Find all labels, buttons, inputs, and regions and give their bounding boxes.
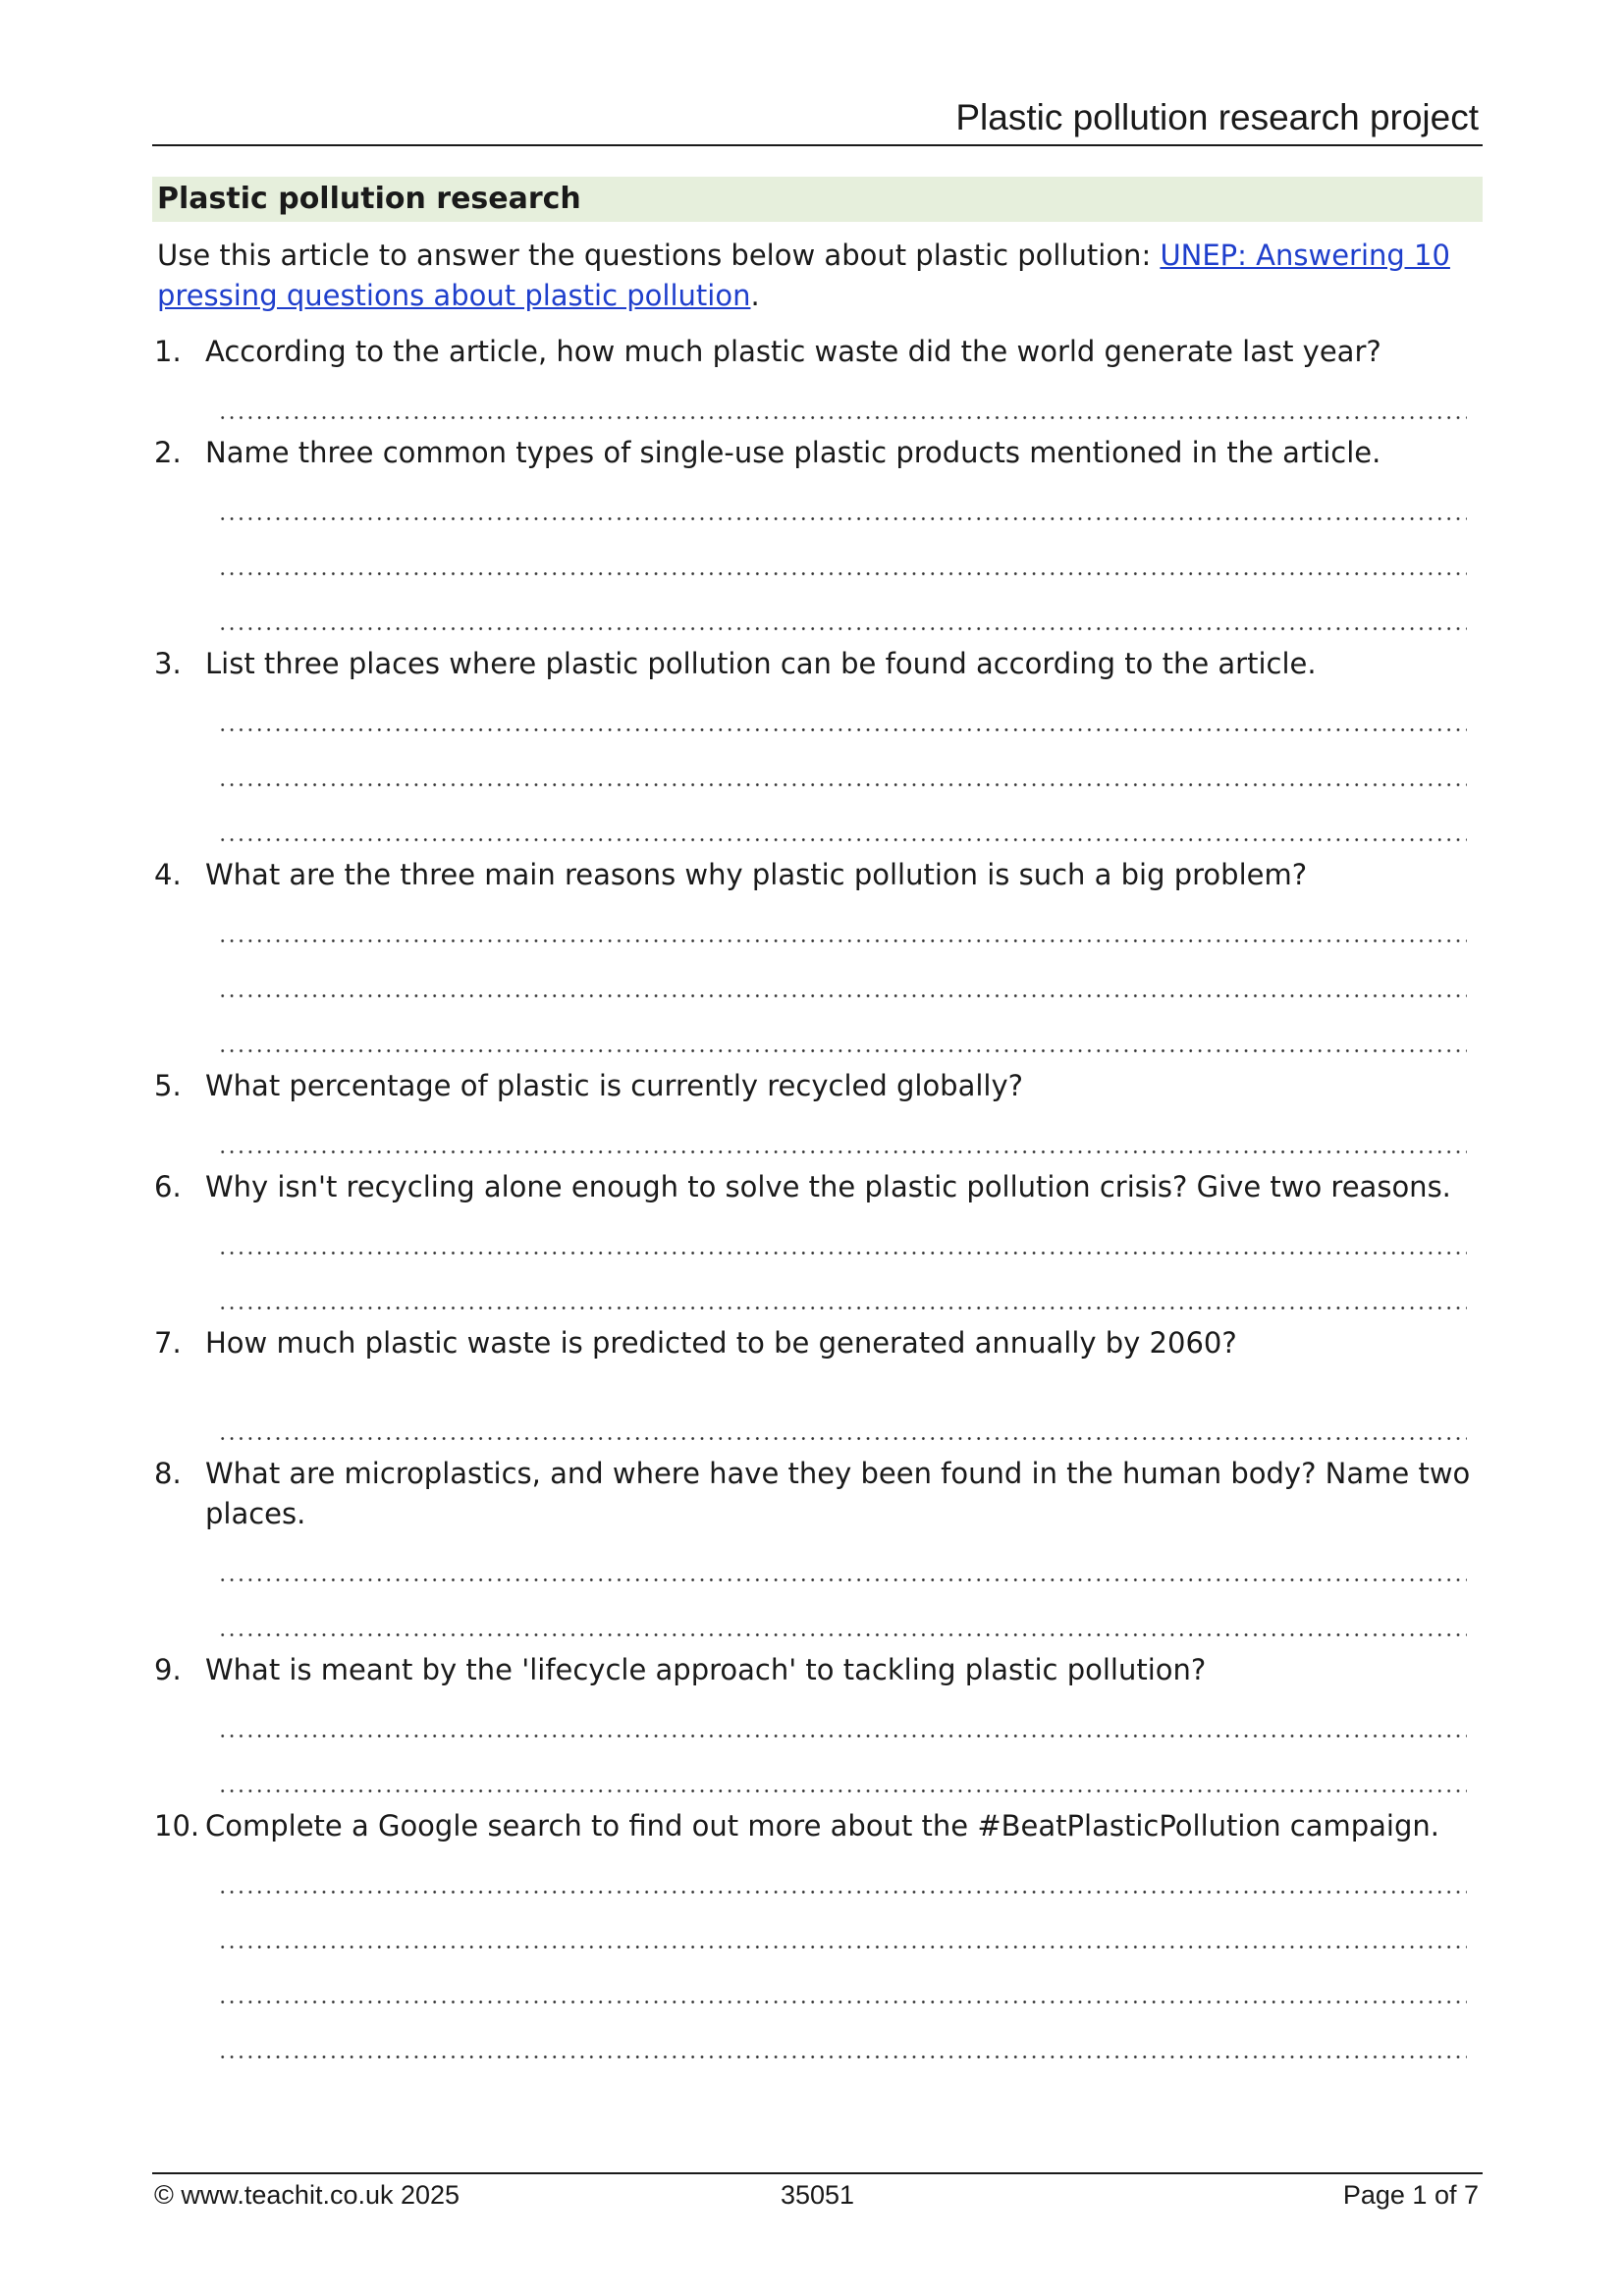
answer-line[interactable] (218, 1393, 1467, 1448)
question-text: Why isn't recycling alone enough to solve the plastic pollution crisis? Give two reasons. (205, 1170, 1451, 1203)
question-number: 1. (154, 335, 182, 368)
question-item (152, 1323, 1483, 1448)
answer-line[interactable] (218, 473, 1467, 528)
question-text: What are microplastics, and where have they been found in the human body? Name two places. (205, 1457, 1471, 1530)
question-number: 8. (154, 1457, 182, 1490)
answer-line[interactable] (218, 684, 1467, 739)
answer-line[interactable] (218, 1207, 1467, 1262)
question-text: What are the three main reasons why plastic pollution is such a big problem? (205, 858, 1308, 891)
question-number: 5. (154, 1069, 182, 1102)
answer-line[interactable] (218, 1106, 1467, 1161)
answer-line[interactable] (218, 1901, 1467, 1956)
question-text: Complete a Google search to find out more about the #BeatPlasticPollution campaign. (205, 1809, 1439, 1842)
question-item (152, 855, 1483, 1060)
answer-line[interactable] (218, 895, 1467, 950)
footer-resource-code: 35051 (780, 2180, 855, 2210)
answer-spacer (152, 1363, 1483, 1393)
question-item (152, 1066, 1483, 1161)
question-number: 10. (154, 1809, 200, 1842)
question-text: According to the article, how much plastic waste did the world generate last year? (205, 335, 1381, 368)
question-item (152, 644, 1483, 849)
answer-line[interactable] (218, 1262, 1467, 1317)
question-item (152, 332, 1483, 427)
question-number: 4. (154, 858, 182, 891)
footer-page-number: Page 1 of 7 (1342, 2180, 1479, 2210)
question-text: Name three common types of single-use plastic products mentioned in the article. (205, 436, 1381, 469)
question-number: 3. (154, 647, 182, 680)
answer-line[interactable] (218, 372, 1467, 427)
question-item (152, 1454, 1483, 1644)
answer-line[interactable] (218, 1956, 1467, 2011)
answer-line[interactable] (218, 950, 1467, 1005)
article-link[interactable]: UNEP: Answering 10 pressing questions about plastic pollution (157, 239, 1450, 312)
question-text: List three places where plastic pollution can be found according to the article. (205, 647, 1317, 680)
answer-line[interactable] (218, 1745, 1467, 1800)
section-heading-bar (152, 177, 1483, 222)
question-text: What percentage of plastic is currently recycled globally? (205, 1069, 1024, 1102)
section-title: Plastic pollution research (157, 182, 581, 216)
page-header (152, 93, 1483, 146)
question-item (152, 1650, 1483, 1800)
answer-line[interactable] (218, 1690, 1467, 1745)
footer-copyright: © www.teachit.co.uk 2025 (154, 2180, 460, 2210)
answer-line[interactable] (218, 1534, 1467, 1589)
question-item (152, 433, 1483, 638)
question-text: How much plastic waste is predicted to be generated annually by 2060? (205, 1326, 1237, 1360)
answer-line[interactable] (218, 1005, 1467, 1060)
answer-line[interactable] (218, 528, 1467, 583)
page-footer (152, 2172, 1483, 2214)
question-list (152, 332, 1483, 2072)
document-title: Plastic pollution research project (955, 97, 1479, 137)
question-text: What is meant by the 'lifecycle approach' to tackling plastic pollution? (205, 1653, 1207, 1686)
question-number: 2. (154, 436, 182, 469)
answer-line[interactable] (218, 794, 1467, 849)
intro-period: . (750, 279, 760, 312)
answer-line[interactable] (218, 2011, 1467, 2066)
question-number: 6. (154, 1170, 182, 1203)
answer-line[interactable] (218, 583, 1467, 638)
answer-line[interactable] (218, 1846, 1467, 1901)
intro-paragraph (157, 236, 1478, 316)
worksheet-page (152, 0, 1483, 2296)
question-item (152, 1806, 1483, 2066)
question-number: 7. (154, 1326, 182, 1360)
intro-text: Use this article to answer the questions below about plastic pollution: (157, 239, 1161, 272)
question-item (152, 1167, 1483, 1317)
question-number: 9. (154, 1653, 182, 1686)
answer-line[interactable] (218, 739, 1467, 794)
answer-line[interactable] (218, 1589, 1467, 1644)
